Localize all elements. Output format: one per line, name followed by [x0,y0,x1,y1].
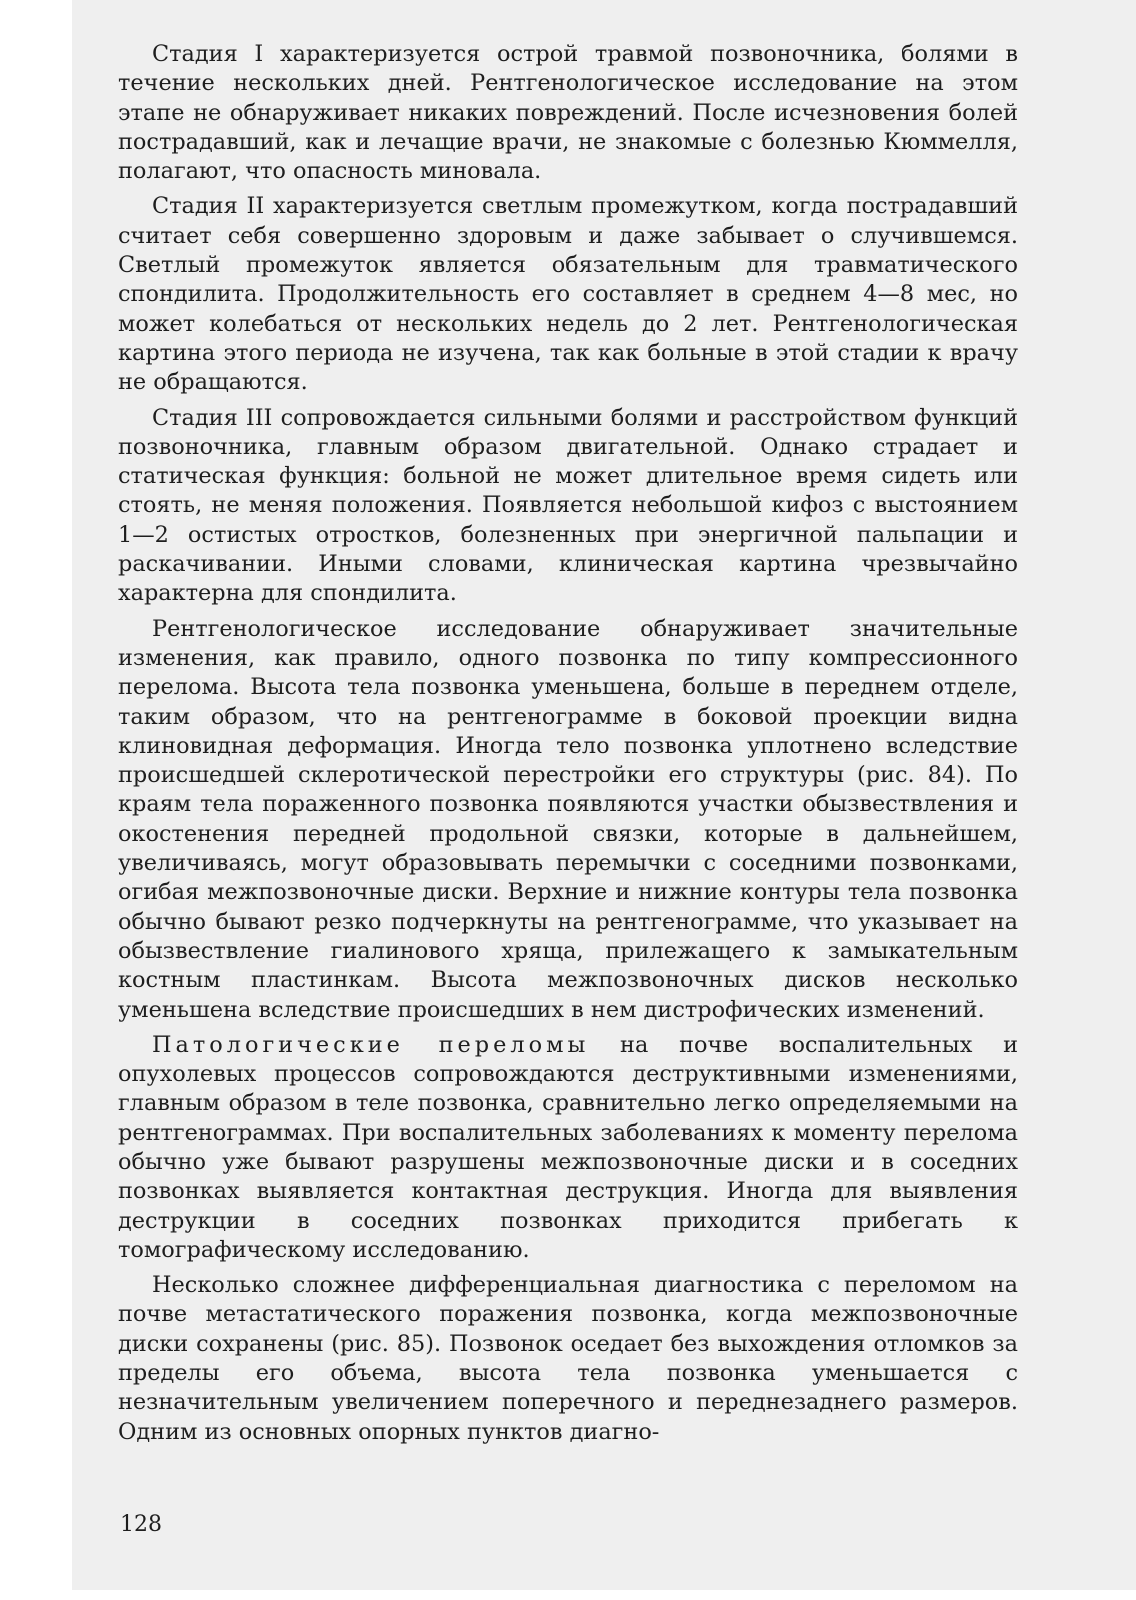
page-body [118,40,1018,1447]
paragraph-pathological-text: на почве воспалительных и опухолевых процессов сопровождаются деструктивными изменениями, главным образом в теле позвонка, сравнительно легко определяемыми на рентгенограммах. При воспалительных заболеваниях к моменту перелома обычно уже бывают разрушены межпозвоночные диски и в соседних позвонках выявляется контактная деструкция. Иногда для выявления деструкции в соседних позвонках приходится прибегать к томографическому исследованию. [118,1031,1018,1263]
term-pathological-fractures: Патологические переломы [152,1031,590,1058]
paragraph-radiology: Рентгенологическое исследование обнаруживает значительные изменения, как правило, одного позвонка по типу компрессионного перелома. Высота тела позвонка уменьшена, больше в переднем отделе, таким образом, что на рентгенограмме в боковой проекции видна клиновидная деформация. Иногда тело позвонка уплотнено вследствие происшедшей склеротической перестройки его структуры (рис. 84). По краям тела пораженного позвонка появляются участки обызвествления и окостенения передней продольной связки, которые в дальнейшем, увеличиваясь, могут образовывать перемычки с соседними позвонками, огибая межпозвоночные диски. Верхние и нижние контуры тела позвонка обычно бывают резко подчеркнуты на рентгенограмме, что указывает на обызвествление гиалинового хряща, прилежащего к замыкательным костным пластинкам. Высота межпозвоночных дисков несколько уменьшена вследствие происшедших в нем дистрофических изменений. [118,615,1018,1023]
page-number: 128 [120,1512,162,1537]
paragraph-differential-diagnosis: Несколько сложнее дифференциальная диагностика с переломом на почве метастатического поражения позвонка, когда межпозвоночные диски сохранены (рис. 85). Позвонок оседает без выхождения отломков за пределы его объема, высота тела позвонка уменьшается с незначительным увеличением поперечного и переднезаднего размеров. Одним из основных опорных пунктов диагно- [118,1272,1018,1445]
paragraph-pathological-fractures [118,1031,1018,1265]
paragraph-stage-2: Стадия II характеризуется светлым промежутком, когда пострадавший считает себя совершенно здоровым и даже забывает о случившемся. Светлый промежуток является обязательным для травматического спондилита. Продолжительность его составляет в среднем 4—8 мес, но может колебаться от нескольких недель до 2 лет. Рентгенологическая картина этого периода не изучена, так как больные в этой стадии к врачу не обращаются. [118,193,1018,396]
paragraph-stage-3: Стадия III сопровождается сильными болями и расстройством функций позвоночника, главным образом двигательной. Однако страдает и статическая функция: больной не может длительное время сидеть или стоять, не меняя положения. Появляется небольшой кифоз с выстоянием 1—2 остистых отростков, болезненных при энергичной пальпации и раскачивании. Иными словами, клиническая картина чрезвычайно характерна для спондилита. [118,404,1018,607]
paragraph-stage-1: Стадия I характеризуется острой травмой позвоночника, болями в течение нескольких дней. Рентгенологическое исследование на этом этапе не обнаруживает никаких повреждений. После исчезновения болей пострадавший, как и лечащие врачи, не знакомые с болезнью Кюммелля, полагают, что опасность миновала. [118,41,1018,185]
